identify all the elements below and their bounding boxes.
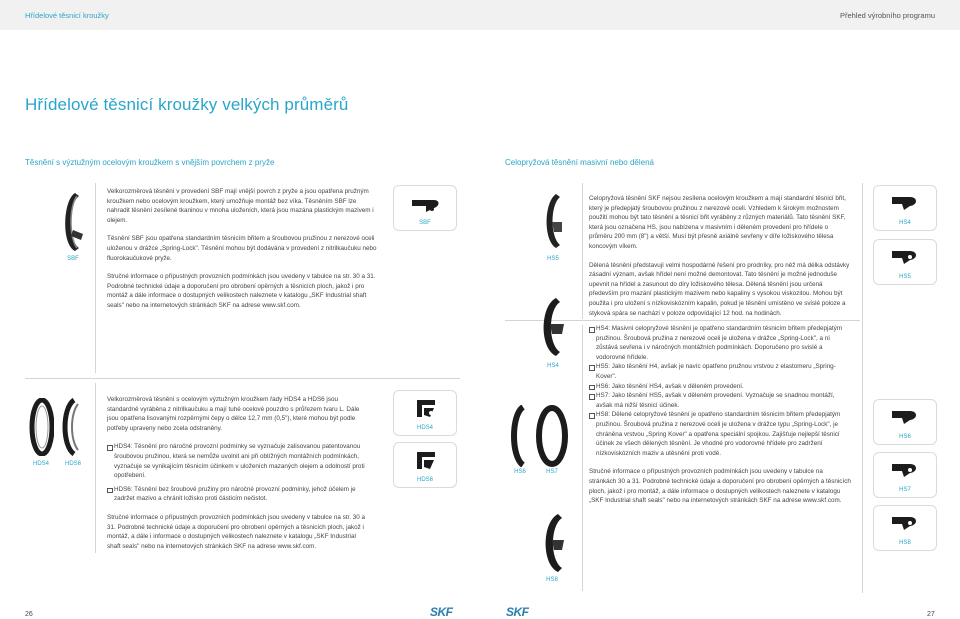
header-program-title: Přehled výrobního programu — [839, 11, 935, 20]
hds4-card-label: HDS4 — [416, 425, 433, 431]
header-section-title: Hřídelové těsnicí kroužky — [25, 11, 109, 20]
skf-logo: SKF — [430, 605, 453, 619]
column-divider — [582, 325, 583, 591]
sbf-profile-icon — [410, 196, 442, 214]
sbf-label: SBF — [67, 256, 79, 262]
hs8-label: HS8 — [546, 577, 558, 583]
hs6-profile-icon — [890, 408, 922, 426]
hs4-label: HS4 — [547, 363, 559, 369]
hds4-seal-image — [28, 398, 54, 456]
paragraph: Stručné informace o přípustných provozních podmínkách jsou uvedeny v tabulce na stránkách 30 a 31. Podrobné technické údaje a doporučení pro obrobení opěrných a těsnicích ploch, jakož i pro montáž, a dále informace o dostupných velikostech naleznete v katalogu „SKF Industrial shaft seals" nebo na internetových stránkách SKF na adrese www.skf.com. — [589, 468, 851, 505]
page-number-left: 26 — [25, 611, 33, 618]
hds6-profile-card — [393, 442, 457, 488]
hs7-card-label: HS7 — [899, 487, 911, 493]
list-item: HDS6: Těsnění bez šroubové pružiny pro náročné provozní podmínky, jehož účelem je zadržet mazivo a chránit ložisko proti částicím nečistot. — [107, 485, 369, 504]
hs5-profile-card — [873, 239, 937, 285]
hs7-seal-image — [535, 405, 569, 467]
top-header-bar — [0, 0, 960, 30]
hs6-card-label: HS6 — [899, 434, 911, 440]
hds6-profile-icon — [414, 449, 438, 473]
hds4-profile-icon — [414, 397, 438, 421]
list-item: HS4: Masivní celopryžové těsnění je opatřeno standardním těsnicím břitem předepjatým pružinou. Šroubová pružina z nerezové oceli je uložena v drážce „Spring-Lock", a ní zůstává sevřena i v náročných montážních podmínkách. Doporučeno pro svislé a vodorovné hřídele. — [589, 324, 851, 362]
hs-variant-section — [589, 324, 851, 515]
hs-variant-list — [589, 324, 851, 458]
column-divider — [95, 183, 96, 373]
sbf-card-label: SBF — [419, 220, 431, 226]
hs5-card-label: HS5 — [899, 274, 911, 280]
hds-description — [107, 395, 369, 560]
list-item: HS6: Jako těsnění HS4, avšak v děleném provedení. — [589, 382, 851, 392]
page-number-right: 27 — [927, 611, 935, 618]
hs-description — [589, 194, 851, 327]
hs8-card-label: HS8 — [899, 540, 911, 546]
hds4-profile-card — [393, 390, 457, 436]
paragraph: Stručné informace o přípustných provozních podmínkách jsou uvedeny v tabulce na str. 30 a 31. Podrobné technické údaje a doporučení pro obrobení opěrných a těsnicích ploch, jakož i montáž, a dále i informace o dostupných velikostech naleznete v katalogu „SKF Industrial shaft seals" nebo na internetových stránkách SKF na adrese www.skf.com. — [107, 513, 365, 550]
list-item: HDS4: Těsnění pro náročné provozní podmínky se vyznačuje zalisovanou patentovanou šroubovou pružinou, která se nemůže uvolnit ani při obtížných montážních podmínkách, vyznačuje se vynikajícím těsnicím účinkem v uloženích mazaných olejem a odolností proti opotřebení. — [107, 442, 369, 480]
hs4-profile-card — [873, 185, 937, 231]
list-item: HS8: Dělené celopryžové těsnění je opatřeno standardním těsnicím břitem předepjatým pružinou. Šroubová pružina z nerezové oceli je uložena v drážce typu „Spring-Lock", je chráněna vrstvou „Spring Kover" a opatřena speciální spojkou. Zajišťuje nejlepší těsnicí účinek ze všech dělených těsnění. Je vhodné pro vodorovné hřídele pro zadržení nízkoviskózních maziv a utěsnění proti vodě. — [589, 410, 851, 458]
hs8-profile-icon — [890, 514, 922, 532]
hds-variant-list — [107, 442, 369, 504]
list-item: HS7: Jako těsnění HS5, avšak v děleném provedení. Vyznačuje se snadnou montáží, avšak má nižší těsnicí účinek. — [589, 391, 851, 410]
hds6-label: HDS6 — [64, 461, 81, 467]
sbf-description — [107, 187, 377, 320]
paragraph: Velkorozměrová těsnění s ocelovým výztužným kroužkem řady HDS4 a HDS6 jsou standardně vyráběna z nitrilkaučuku a mají tuhé ocelové pouzdro s průřezem tvaru L. Dále jsou opatřena lisovanými rozpěrnými čepy o délce 12,7 mm (0,5"), které mohou být podle potřeby upraveny nebo zcela odstraněny. — [107, 396, 360, 432]
hds6-seal-image — [60, 398, 86, 456]
section-divider — [25, 378, 460, 379]
hs8-profile-card — [873, 505, 937, 551]
hs5-label: HS5 — [547, 256, 559, 262]
paragraph: Těsnění SBF jsou opatřena standardním těsnicím břitem a šroubovou pružinou z nerezové oceli uloženou v drážce „Spring-Lock". Těsnění mohou být dodávána v provedení z nitrilkaučuku nebo fluorokaučukové pryže. — [107, 235, 377, 262]
hs5-profile-icon — [890, 248, 922, 266]
column-divider — [582, 183, 583, 319]
hs4-profile-icon — [890, 194, 922, 212]
paragraph: Celopryžová těsnění SKF nejsou zesílena ocelovým kroužkem a mají standardní těsnicí břit, který je předepjatý šroubovou pružinou z nerezové oceli. Vzhledem k širokým možnostem použití mohou být tato těsnění a těsnicí břit vyráběny z různých materiálů. Tato těsnění SKF, která jsou označena HS, jsou nabízena v masivním i děleném provedení pro hřídele o průměru 200 mm (8") a větší. Musí být přesně axiálně sevřeny v díře ložiskového tělesa koncovým víkem. — [589, 195, 846, 250]
column-divider — [95, 383, 96, 553]
hds6-card-label: HDS6 — [416, 477, 433, 483]
paragraph: Velkorozměrová těsnění v provedení SBF mají vnější povrch z pryže a jsou opatřena pružným kroužkem nebo ocelovým kroužkem, který umožňuje montáž bez víka. Těsněním SBF lze nahradit těsnění zesílené tkaninou v mnoha uloženích, která jsou mazána plastickým mazivem i olejem. — [107, 188, 374, 224]
hs7-profile-card — [873, 452, 937, 498]
hs7-profile-icon — [890, 461, 922, 479]
hs4-seal-image — [534, 296, 570, 358]
column-divider — [862, 183, 863, 593]
paragraph: Dělená těsnění představují velmi hospodárné řešení pro prodníky, pro něž má délka odstávky zásadní význam, avšak hřídel není možné demontovat. Tato těsnění je možné jednoduše upevnit na hřídel a zasunout do díry ložiskového tělesa. Dělená těsnění jsou určená především pro mazání plastickým mazivem nebo kapaliny s vysokou viskozitou. Mohou být použita i pro uložení s nízkoviskózním kapalin, pokud je těsnění umístěno ve svislé poloze a styková spára se nachází v poloze odpovídající 12 hod. na hodinách. — [589, 261, 850, 317]
hs6-profile-card — [873, 399, 937, 445]
hs8-seal-image — [536, 512, 570, 574]
hs6-seal-image — [507, 405, 533, 467]
hs5-seal-image — [538, 192, 568, 250]
hs4-card-label: HS4 — [899, 220, 911, 226]
list-item: HS5: Jako těsnění H4, avšak je navíc opatřeno pružnou vrstvou z elastomeru „Spring-Kover". — [589, 362, 851, 381]
right-subtitle: Celopryžová těsnění masivní nebo dělená — [505, 158, 654, 167]
hds4-label: HDS4 — [32, 461, 49, 467]
hs7-label: HS7 — [546, 469, 558, 475]
sbf-seal-image — [55, 190, 89, 254]
sbf-profile-card — [393, 185, 457, 231]
hs6-label: HS6 — [514, 469, 526, 475]
page-title: Hřídelové těsnicí kroužky velkých průměrů — [25, 95, 349, 114]
skf-logo: SKF — [506, 605, 529, 619]
left-subtitle: Těsnění s výztužným ocelovým kroužkem s vnějším povrchem z pryže — [25, 158, 275, 167]
paragraph: Stručné informace o přípustných provozních podmínkách jsou uvedeny v tabulce na str. 30 a 31. Podrobné technické údaje a doporučení pro obrobení opěrných a těsnicích ploch, jakož i pro montáž a dále informace o dostupných velikostech naleznete v katalogu „SKF Industrial shaft seals" nebo na internetových stránkách SKF na adrese www.skf.com. — [107, 273, 376, 309]
